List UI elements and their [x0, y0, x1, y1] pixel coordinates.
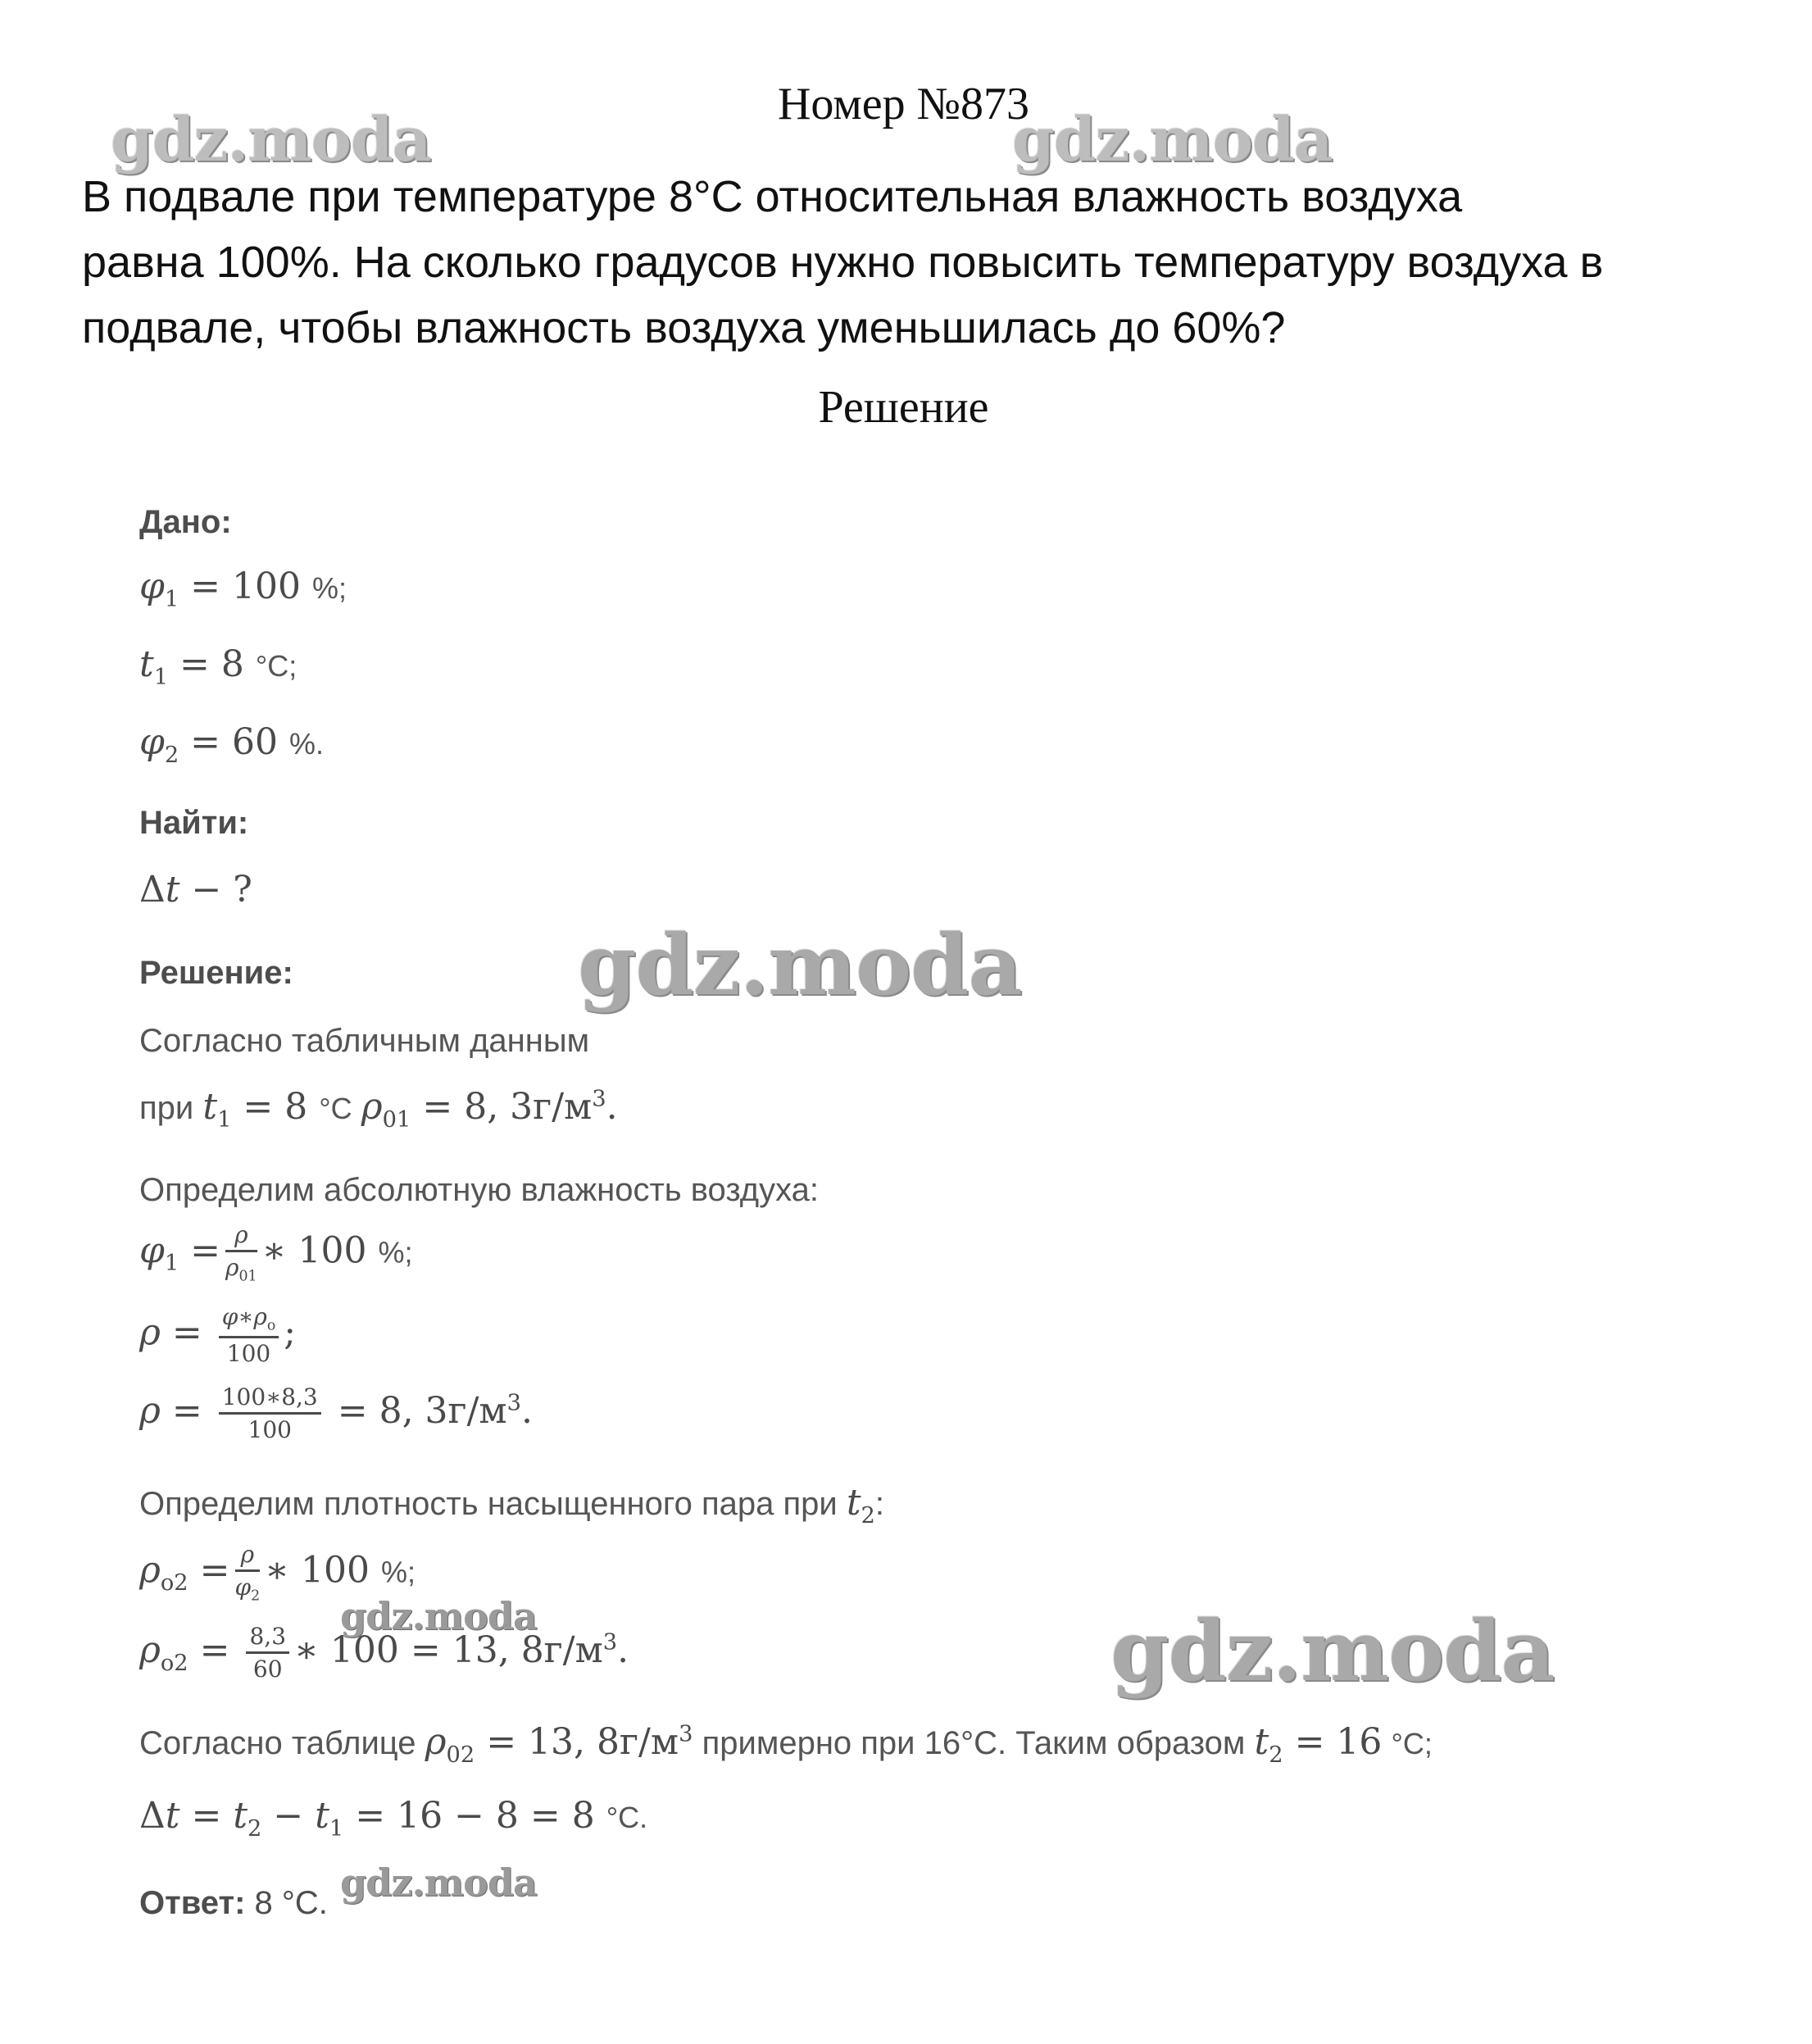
- given-phi2: $\varphi_2 = 60$ %.: [139, 721, 325, 768]
- problem-line: подвале, чтобы влажность воздуха уменьшилась до 60%?: [82, 303, 1286, 352]
- watermark: gdz.moda: [578, 916, 1022, 1015]
- solution-heading: Решение: [818, 382, 989, 433]
- problem-statement: [82, 164, 1737, 361]
- watermark: gdz.moda: [1012, 105, 1333, 175]
- equation-5: $\rho_{o2}$ = $\frac{8,3}{60}$ ∗ 100 = 13, $8г/м^3$.: [139, 1623, 629, 1683]
- find-label: Найти:: [139, 805, 249, 841]
- solution-label: Решение:: [139, 955, 293, 991]
- table-conclusion: Согласно таблице $\rho_{02} = 13$, $8г/м^3$ примерно при 16°C. Таким образом $t_2 = 16$ °C;: [139, 1721, 1433, 1768]
- table-value: при $t_1 = 8$ °C $\rho_{01} = 8$, $3г/м^3$.: [139, 1086, 618, 1133]
- find-value: Δt − ?: [139, 869, 252, 911]
- watermark: gdz.moda: [340, 1860, 537, 1905]
- answer: Ответ: 8 °C.: [139, 1885, 328, 1921]
- equation-1: $\varphi_1$ = $\frac{\rho}{\rho_{01}}$ ∗ 100 %;: [139, 1221, 413, 1285]
- sat-density-label: Определим плотность насыщенного пара при $t_2$:: [139, 1482, 885, 1528]
- given-phi1: $\varphi_1 = 100$ %;: [139, 566, 347, 612]
- table-note: Согласно табличным данным: [139, 1023, 590, 1059]
- given-t1: $t_1 = 8$ °C;: [139, 643, 297, 690]
- problem-line: В подвале при температуре 8°С относительная влажность воздуха: [82, 172, 1463, 221]
- given-label: Дано:: [139, 504, 232, 540]
- equation-4: $\rho_{o2}$ = $\frac{\rho}{\varphi_2}$ ∗ 100 %;: [139, 1541, 416, 1605]
- watermark: gdz.moda: [1110, 1602, 1555, 1701]
- watermark: gdz.moda: [111, 105, 431, 175]
- abs-humidity-label: Определим абсолютную влажность воздуха:: [139, 1172, 820, 1208]
- equation-3: ρ = $\frac{100∗8,3}{100}$ = 8, $3г/м^3$.: [139, 1383, 533, 1443]
- equation-2: ρ = $\frac{\varphi∗\rho_o}{100}$ ;: [139, 1303, 297, 1367]
- problem-line: равна 100%. На сколько градусов нужно повысить температуру воздуха в: [82, 238, 1604, 287]
- page-title: Номер №873: [777, 79, 1030, 129]
- delta-calculation: $\Delta t = t_2 - t_1 = 16 - 8 = 8$ °C.: [139, 1795, 648, 1842]
- watermark: gdz.moda: [340, 1594, 537, 1638]
